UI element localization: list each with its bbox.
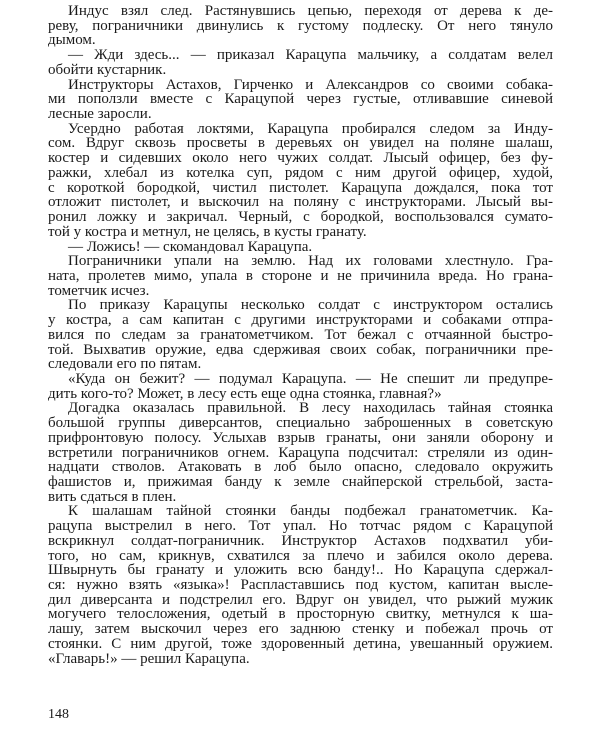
text-line: той у костра и метнул, не целясь, в кусты гранату.: [48, 223, 367, 240]
paragraph: [48, 504, 553, 666]
text-line: Пограничники упали на землю. Над их головами хлестнуло. Гра-: [68, 253, 553, 270]
paragraph: [48, 372, 553, 401]
text-line: тометчик исчез.: [48, 282, 150, 299]
text-line: вился по следам за гранатометчиком. Тот бежал с отчаянной быстро-: [48, 326, 553, 343]
text-line: обойти кустарник.: [48, 61, 167, 78]
text-line: ронил ложку и закричал. Черный, с бородкой, воспользовался сумато-: [48, 209, 553, 226]
text-line: костер и сидевших около него чужих солдат. Лысый офицер, без фу-: [48, 150, 553, 167]
paragraph: [48, 4, 553, 48]
text-line: лесные заросли.: [48, 106, 152, 123]
text-line: вскрикнул солдат-пограничник. Инструктор Астахов подхватил уби-: [48, 532, 553, 549]
text-line: у костра, а сам капитан с другими инструкторами и собаками отпра-: [48, 312, 553, 329]
text-line: ната, пролетев мимо, упала в стороне и не причинила вреда. Но грана-: [48, 267, 553, 284]
text-line: с короткой бородкой, чистил пистолет. Карацупа дождался, пока тот: [48, 179, 553, 196]
text-line: К шалашам тайной стоянки банды подбежал гранатометчик. Ка-: [68, 503, 553, 520]
text-line: реву, пограничники двинулись к густому подлеску. От него тянуло: [48, 17, 553, 34]
paragraph: [48, 240, 553, 255]
text-line: рацупа выстрелил в него. Тот упал. Но тотчас рядом с Карацупой: [48, 518, 553, 535]
text-line: вить сдаться в плен.: [48, 488, 177, 505]
text-line: ражки, хлебал из котелка суп, рядом с ним другой офицер, худой,: [48, 164, 553, 181]
text-line: того, но сам, крикнув, схватился за плечо и забился около дерева.: [48, 547, 553, 564]
text-line: Инструкторы Астахов, Гирченко и Александров со своими собака-: [68, 76, 553, 93]
text-line: могучего телосложения, одетый в просторную свитку, метнулся к ша-: [48, 606, 553, 623]
text-line: дить кого-то? Может, в лесу есть еще одна стоянка, главная?»: [48, 385, 442, 402]
text-line: стоянки. С ним другой, тоже здоровенный детина, увешанный оружием.: [48, 635, 553, 652]
text-line: Индус взял след. Растянувшись цепью, переходя от дерева к де-: [68, 3, 553, 19]
book-page-text: [48, 4, 553, 666]
text-line: Швырнуть бы гранату и уложить всю банду!.. Но Карацупа сдержал-: [48, 562, 553, 579]
text-line: отложит пистолет, и выскочил на поляну с инструкторами. Лысый вы-: [48, 194, 553, 211]
text-line: дил диверсанта и подстрелил его. Вдруг он увидел, что рыжий мужик: [48, 591, 553, 608]
text-line: — Ложись! — скомандовал Карацупа.: [68, 238, 313, 255]
paragraph: [48, 254, 553, 298]
text-line: сом. Вдруг сквозь просветы в деревьях он увидел на поляне шалаш,: [48, 135, 553, 152]
text-line: «Куда он бежит? — подумал Карацупа. — Не спешит ли предупре-: [68, 370, 553, 387]
text-line: По приказу Карацупы несколько солдат с инструктором остались: [68, 297, 553, 314]
text-line: Догадка оказалась правильной. В лесу находилась тайная стоянка: [68, 400, 553, 417]
text-line: той. Выхватив оружие, едва сдерживая своих собак, пограничники пре-: [48, 341, 553, 358]
paragraph: [48, 298, 553, 372]
page-number: 148: [48, 707, 69, 722]
text-line: большой группы диверсантов, специально заброшенных в советскую: [48, 415, 553, 432]
text-line: «Главарь!» — решил Карацупа.: [48, 650, 250, 667]
paragraph: [48, 48, 553, 77]
paragraph: [48, 122, 553, 240]
text-line: встретили пограничников огнем. Карацупа подсчитал: стреляли из один-: [48, 444, 553, 461]
text-line: лашу, затем выскочил через его заднюю стенку и побежал прочь от: [48, 621, 553, 638]
text-line: — Жди здесь... — приказал Карацупа мальчику, а солдатам велел: [68, 47, 553, 64]
text-line: ми поползли вместе с Карацупой через густые, отливавшие синевой: [48, 91, 553, 108]
text-line: Усердно работая локтями, Карацупа пробирался следом за Инду-: [68, 120, 553, 137]
text-line: надцати стволов. Атаковать в лоб было опасно, следовало окружить: [48, 459, 553, 476]
text-line: дымом.: [48, 32, 96, 49]
text-line: прифронтовую полосу. Услыхав взрыв гранаты, они заняли оборону и: [48, 429, 553, 446]
text-line: фашистов и, прижимая банду к земле снайперской стрельбой, заста-: [48, 474, 553, 490]
text-line: следовали его по пятам.: [48, 356, 202, 373]
paragraph: [48, 78, 553, 122]
paragraph: [48, 401, 553, 504]
text-line: ся: нужно взять «языка»! Распластавшись под кустом, капитан высле-: [48, 577, 553, 594]
